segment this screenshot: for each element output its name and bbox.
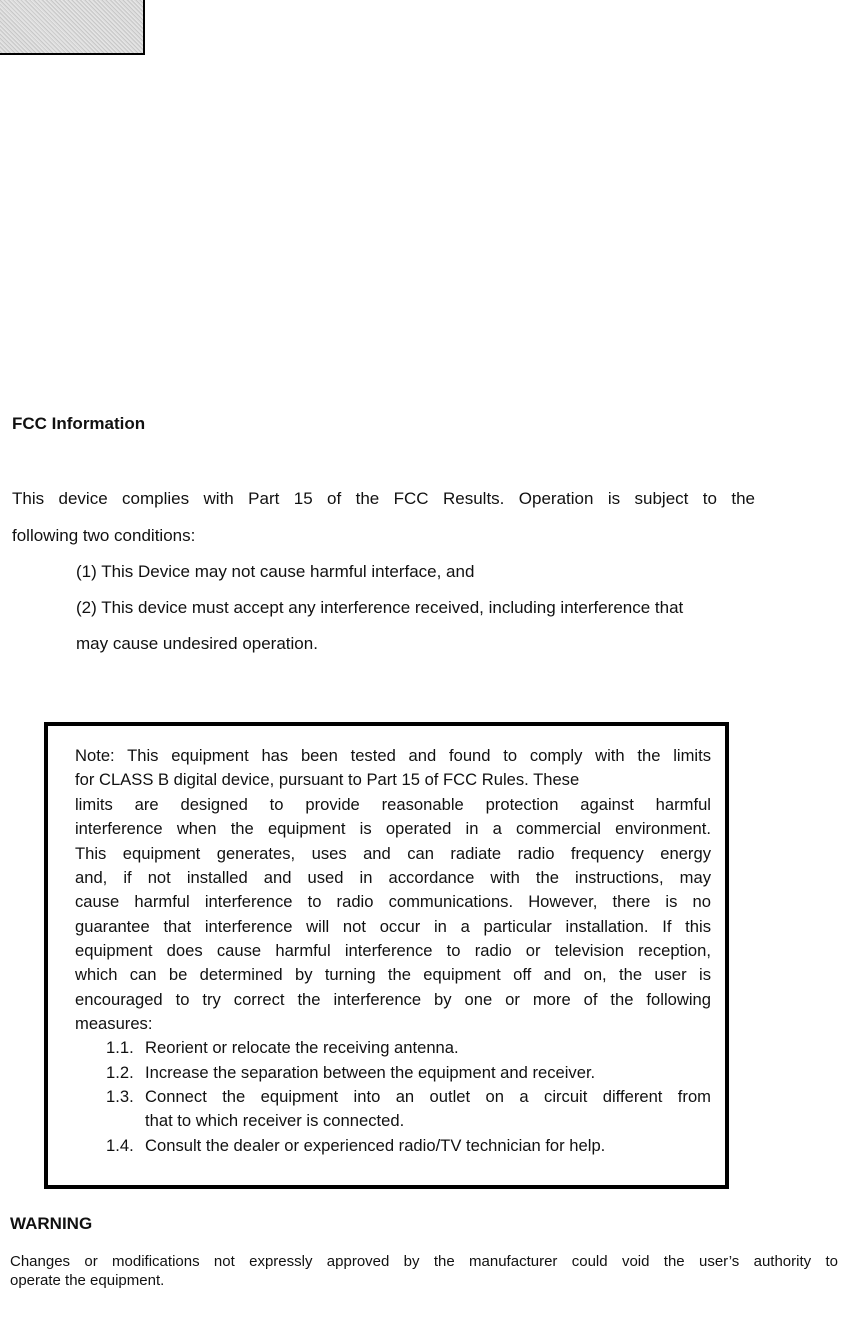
- intro-line: following two conditions:: [12, 526, 196, 545]
- measure-text: Consult the dealer or experienced radio/TV technician for help.: [145, 1136, 606, 1155]
- note-line: measures:: [75, 1014, 153, 1033]
- intro-line: This device complies with Part 15 of the FCC Results. Operation is subject to the: [12, 489, 755, 508]
- measure-text: Increase the separation between the equipment and receiver.: [145, 1063, 596, 1082]
- note-box: [44, 722, 729, 1189]
- note-line: This equipment generates, uses and can radiate radio frequency energy: [75, 844, 711, 863]
- fcc-heading: FCC Information: [12, 414, 146, 433]
- measure-text: Connect the equipment into an outlet on a circuit different from: [145, 1087, 711, 1106]
- condition-1: (1) This Device may not cause harmful interface, and: [76, 562, 475, 581]
- measure-text-cont: that to which receiver is connected.: [145, 1111, 405, 1130]
- note-line: guarantee that interference will not occur in a particular installation. If this: [75, 917, 711, 936]
- note-line: for CLASS B digital device, pursuant to Part 15 of FCC Rules. These: [75, 770, 580, 789]
- warning-heading: WARNING: [10, 1214, 93, 1233]
- warning-line: Changes or modifications not expressly approved by the manufacturer could void the user’s authority to: [10, 1253, 838, 1270]
- note-line: and, if not installed and used in accordance with the instructions, may: [75, 868, 711, 887]
- note-line: equipment does cause harmful interference to radio or television reception,: [75, 941, 711, 960]
- note-line: cause harmful interference to radio communications. However, there is no: [75, 892, 711, 911]
- note-line: Note: This equipment has been tested and found to comply with the limits: [75, 746, 711, 765]
- measure-number: 1.3.: [106, 1087, 134, 1106]
- measure-number: 1.1.: [106, 1038, 134, 1057]
- pattern-placeholder-image: [0, 0, 145, 55]
- measure-text: Reorient or relocate the receiving antenna.: [145, 1038, 459, 1057]
- condition-2: (2) This device must accept any interference received, including interference that: [76, 598, 684, 617]
- measure-number: 1.4.: [106, 1136, 134, 1155]
- note-line: encouraged to try correct the interference by one or more of the following: [75, 990, 711, 1009]
- note-line: which can be determined by turning the equipment off and on, the user is: [75, 965, 711, 984]
- note-line: interference when the equipment is operated in a commercial environment.: [75, 819, 711, 838]
- note-line: limits are designed to provide reasonable protection against harmful: [75, 795, 711, 814]
- measure-number: 1.2.: [106, 1063, 134, 1082]
- warning-line: operate the equipment.: [10, 1272, 165, 1289]
- condition-2-cont: may cause undesired operation.: [76, 634, 318, 653]
